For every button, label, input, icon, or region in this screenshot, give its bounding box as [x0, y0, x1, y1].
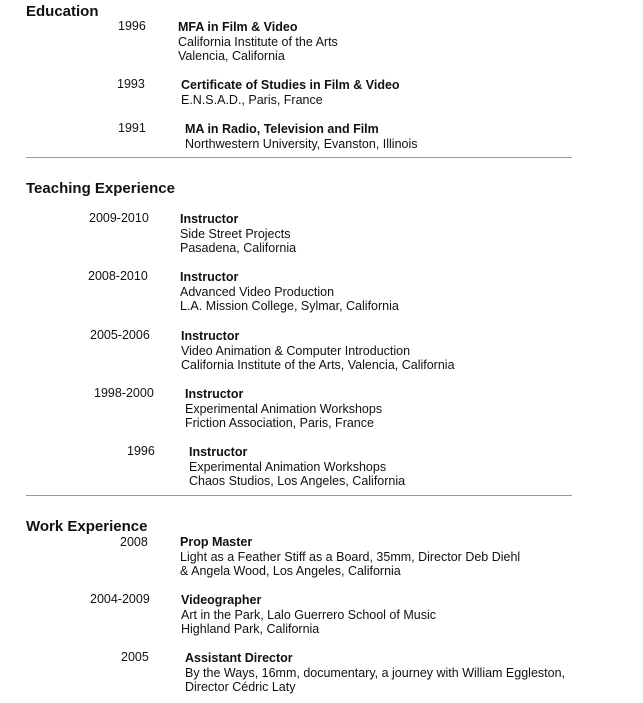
entry-line: By the Ways, 16mm, documentary, a journey with William Eggleston,: [185, 665, 566, 680]
role-title: Instructor: [181, 329, 240, 343]
education-heading: Education: [26, 3, 99, 20]
degree-title: MA in Radio, Television and Film: [185, 122, 379, 136]
entry-line: Art in the Park, Lalo Guerrero School of Music: [181, 607, 436, 622]
teaching-entry: [181, 329, 455, 373]
degree-title: MFA in Film & Video: [178, 20, 298, 34]
role-title: Instructor: [185, 387, 244, 401]
work-year: 2004-2009: [90, 592, 150, 606]
degree-title: Certificate of Studies in Film & Video: [181, 78, 400, 92]
entry-line: E.N.S.A.D., Paris, France: [181, 92, 323, 107]
entry-line: Advanced Video Production: [180, 284, 335, 299]
teaching-year: 1998-2000: [94, 386, 154, 400]
work-year: 2008: [120, 535, 148, 549]
role-title: Instructor: [180, 270, 239, 284]
teaching-year: 2009-2010: [89, 211, 149, 225]
entry-line: Chaos Studios, Los Angeles, California: [189, 474, 406, 489]
teaching-entry: [185, 387, 382, 431]
education-entry: [185, 122, 418, 151]
entry-line: Side Street Projects: [180, 226, 291, 241]
section-divider: [26, 495, 572, 496]
entry-line: Light as a Feather Stiff as a Board, 35mm, Director Deb Diehl: [180, 549, 521, 564]
entry-line: Northwestern University, Evanston, Illinois: [185, 136, 418, 151]
section-divider: [26, 157, 572, 158]
role-title: Instructor: [180, 212, 239, 226]
entry-line: & Angela Wood, Los Angeles, California: [180, 564, 401, 579]
teaching-year: 2008-2010: [88, 269, 148, 283]
entry-line: Friction Association, Paris, France: [185, 416, 374, 431]
role-title: Prop Master: [180, 535, 253, 549]
work-entry: [181, 593, 436, 637]
work-year: 2005: [121, 650, 149, 664]
entry-line: L.A. Mission College, Sylmar, California: [180, 299, 399, 314]
entry-line: Experimental Animation Workshops: [189, 459, 387, 474]
work-entry: [185, 651, 565, 695]
work-heading: Work Experience: [26, 518, 148, 535]
teaching-year: 1996: [127, 444, 155, 458]
role-title: Videographer: [181, 593, 262, 607]
entry-line: Pasadena, California: [180, 241, 297, 256]
teaching-entry: [189, 445, 405, 489]
entry-line: California Institute of the Arts: [178, 34, 338, 49]
teaching-entry: [180, 270, 399, 314]
education-entry: [178, 20, 338, 64]
education-year: 1991: [118, 121, 146, 135]
entry-line: Experimental Animation Workshops: [185, 401, 383, 416]
entry-line: Video Animation & Computer Introduction: [181, 343, 411, 358]
education-entry: [181, 78, 400, 107]
entry-line: Valencia, California: [178, 49, 285, 64]
entry-line: Director Cédric Laty: [185, 680, 296, 695]
entry-line: California Institute of the Arts, Valencia, California: [181, 358, 455, 373]
entry-line: Highland Park, California: [181, 622, 320, 637]
teaching-year: 2005-2006: [90, 328, 150, 342]
education-year: 1993: [117, 77, 145, 91]
teaching-entry: [180, 212, 296, 256]
work-entry: [180, 535, 520, 579]
teaching-heading: Teaching Experience: [26, 180, 175, 197]
role-title: Assistant Director: [185, 651, 293, 665]
education-year: 1996: [118, 19, 146, 33]
role-title: Instructor: [189, 445, 248, 459]
